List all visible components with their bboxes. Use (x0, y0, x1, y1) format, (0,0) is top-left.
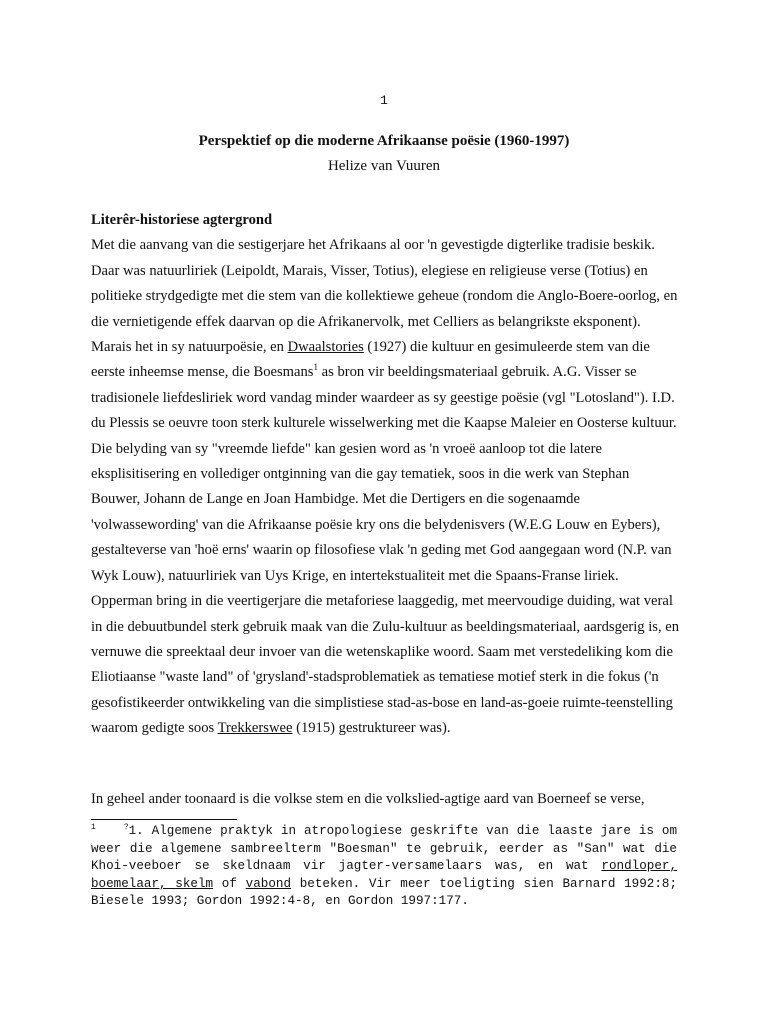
footnote-underlined-terms: rondloper, boemelaar, skelm (91, 859, 677, 891)
page-number: 1 (380, 93, 388, 108)
paragraph-1-text-b: (1927) die kultuur en gesimuleerde stem van die eerste inheemse mense, die Boesmans (91, 339, 650, 381)
section-heading: Literêr-historiese agtergrond (91, 212, 273, 228)
paragraph-1-text-c: as bron vir beeldingsmateriaal gebruik. A.G. Visser se tradisionele liefdesliriek word vandag minder waardeer as sy geestige poësie (vgl "Lotosland"). I.D. du Plessis se oeuvre toon sterk kulturele wisselwerking met die Kaapse Maleier en Oosterse kultuur. Die belyding van sy "vreemde liefde" kan gesien word as 'n vroeë aanloop tot die latere eksplisitisering en vollediger ontginning van die gay tematiek, soos in die werk van Stephan Bouwer, Johann de Lange en Joan Hambidge. Met die Dertigers en die sogenaamde 'volwassewording' van die Afrikaanse poësie kry ons die belydenisvers (W.E.G Louw en Eybers), gestalteverse van 'hoë erns' waarin op filosofiese vlak 'n geding met God aangegaan word (N.P. van Wyk Louw), natuurliriek van Uys Krige, en intertekstualiteit met die Spaans-Franse liriek. Opperman bring in die veertigerjare die metaforiese laaggedig, met meervoudige duiding, wat veral in die debuutbundel sterk gebruik maak van die Zulu-kultuur as beeldingsmateriaal, aardsgerig is, en vernuwe die spreektaal deur invoer van die wetenskaplike woord. Saam met verstedeliking kom die Eliotiaanse "waste land" of 'grysland'-stadsproblematiek as tematiese motief sterk in die fokus ('n gesofistikeerder ontwikkeling van die simplistiese stad-as-bose en land-as-goeie ruimte-teenstelling waarom gedigte soos (91, 364, 680, 737)
paragraph-1 (91, 233, 681, 741)
footnote-divider (91, 819, 237, 820)
title-trekkerswee: Trekkerswee (217, 720, 293, 737)
footnote-marker: 1 (91, 822, 96, 832)
article-author: Helize van Vuuren (327, 158, 441, 174)
footnote-reference[interactable]: 1 (313, 362, 318, 373)
footnote (91, 823, 677, 911)
main-body (91, 208, 681, 742)
paragraph-1-text-a: Met die aanvang van die sestigerjare het Afrikaans al oor 'n gevestigde digterlike tradisie beskik. Daar was natuurliriek (Leipoldt, Marais, Visser, Totius), elegiese en religieuse verse (Totius) en politieke strydgedigte met die stem van die kollektiewe geheue (rondom die Anglo-Boere-oorlog, en die vernietigende effek daarvan op die Afrikanervolk, met Celliers as belangrikste eksponent). Marais het in sy natuurpoësie, en (91, 237, 678, 356)
footnote-text-b: of (213, 876, 246, 891)
footnote-inner-marker: ? (123, 822, 129, 832)
paragraph-1-text-d: (1915) gestruktureer was). (292, 720, 451, 737)
title-dwaalstories: Dwaalstories (287, 339, 364, 356)
footnote-text-c: beteken. Vir meer toeligting sien Barnard 1992:8; Biesele 1993; Gordon 1992:4-8, en Gordon 1997:177. (91, 876, 678, 908)
footnote-underlined-vabond: vabond (245, 876, 292, 891)
article-title: Perspektief op die moderne Afrikaanse poësie (1960-1997) (198, 133, 570, 149)
footnote-text-a: 1. Algemene praktyk in atropologiese geskrifte van die laaste jare is om weer die algemene sambreelterm "Boesman" te gebruik, eerder as "San" wat die Khoi-veeboer se skeldnaam vir jagter-versamelaars was, en wat (91, 824, 677, 873)
paragraph-2: In geheel ander toonaard is die volkse stem en die volkslied-agtige aard van Boerneef se verse, (91, 791, 645, 807)
